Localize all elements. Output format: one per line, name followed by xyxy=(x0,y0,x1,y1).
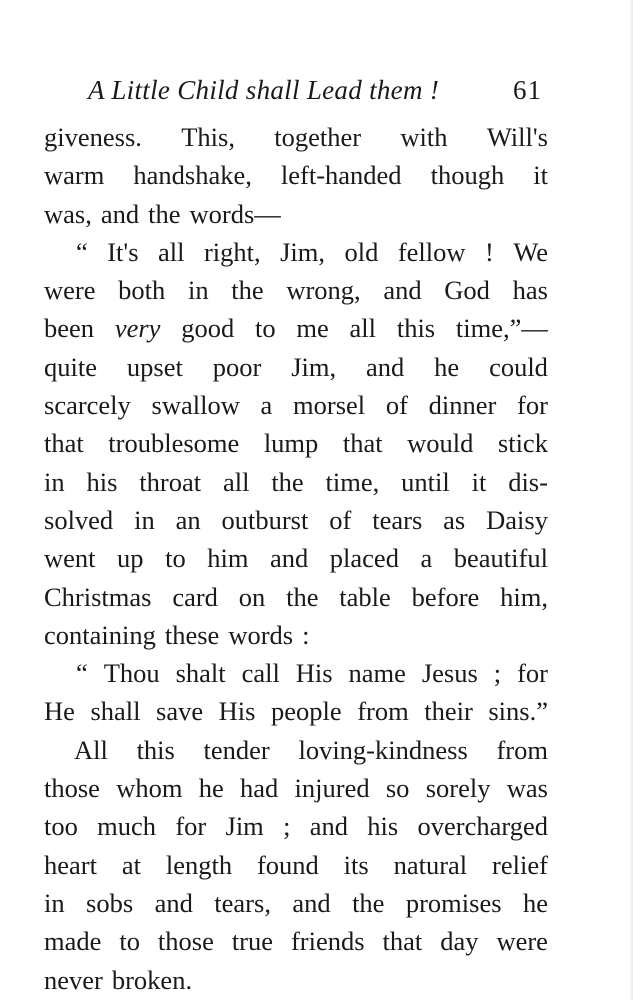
word: time, xyxy=(325,466,380,497)
word: Jim, xyxy=(280,236,326,267)
word: ; xyxy=(493,658,502,689)
word: from xyxy=(496,734,548,765)
text-line xyxy=(44,846,548,884)
word: in xyxy=(44,466,65,497)
word: outburst xyxy=(221,504,309,535)
word: he xyxy=(434,351,460,382)
word: were xyxy=(44,275,96,306)
word: giveness. xyxy=(44,122,142,152)
word: His xyxy=(295,658,333,689)
text-line xyxy=(44,961,548,999)
word: warm xyxy=(44,160,105,191)
word: tears xyxy=(372,504,423,535)
word: upset xyxy=(126,351,183,382)
word: wrong, xyxy=(286,275,361,306)
word: It's xyxy=(107,236,139,267)
word: all xyxy=(349,313,377,344)
word: he xyxy=(522,887,548,918)
text-line xyxy=(44,884,548,922)
word: that xyxy=(44,428,84,459)
page-number: 61 xyxy=(513,75,542,105)
word: “ xyxy=(76,658,88,689)
word: and xyxy=(383,275,422,306)
word: broken. xyxy=(111,964,193,995)
word: words xyxy=(228,619,294,650)
word: for xyxy=(517,390,548,421)
word: people xyxy=(271,696,342,727)
word: dis- xyxy=(508,466,548,497)
text-line xyxy=(44,578,548,616)
word: the xyxy=(286,581,319,612)
word: the xyxy=(231,275,264,306)
word: friends xyxy=(290,926,365,957)
word: sins.” xyxy=(488,696,548,727)
text-line xyxy=(44,501,548,539)
word: troublesome xyxy=(108,428,240,459)
word: old xyxy=(344,236,379,267)
word: as xyxy=(443,504,466,535)
word: could xyxy=(489,351,548,382)
word: those xyxy=(157,926,214,957)
word: His xyxy=(218,696,256,727)
word: All xyxy=(74,734,108,765)
word: with xyxy=(400,122,448,152)
word: handshake, xyxy=(133,160,252,191)
word: the xyxy=(352,887,385,918)
word: This, xyxy=(181,122,235,152)
word: swallow xyxy=(151,390,240,421)
word: throat xyxy=(139,466,202,497)
word: and xyxy=(366,351,405,382)
word: an xyxy=(175,504,201,535)
word: loving-kindness xyxy=(298,734,468,765)
text-line xyxy=(44,195,548,233)
word: call xyxy=(241,658,280,689)
word: on xyxy=(238,581,266,612)
word: shalt xyxy=(175,658,226,689)
word: quite xyxy=(44,351,97,382)
text-line xyxy=(44,731,548,769)
word: left-handed xyxy=(280,160,402,191)
word: placed xyxy=(329,543,399,574)
word: found xyxy=(256,849,319,880)
word: too xyxy=(44,811,78,842)
word: name xyxy=(348,658,406,689)
word: their xyxy=(424,696,473,727)
word: time,”— xyxy=(455,313,548,344)
word: before xyxy=(411,581,480,612)
word: save xyxy=(156,696,204,727)
word: these xyxy=(164,619,220,650)
word: card xyxy=(172,581,218,612)
word: Jim, xyxy=(291,351,337,382)
word: was, xyxy=(44,198,92,229)
running-head xyxy=(88,70,548,110)
word: Jesus xyxy=(421,658,478,689)
word: it xyxy=(533,160,548,191)
word: been xyxy=(44,313,95,344)
word: ! xyxy=(485,236,494,267)
word: shall xyxy=(90,696,141,727)
text-line xyxy=(44,156,548,194)
text-line xyxy=(44,386,548,424)
word: in xyxy=(44,887,65,918)
word: me xyxy=(296,313,329,344)
word: : xyxy=(302,619,310,650)
word: made xyxy=(44,926,102,957)
word: poor xyxy=(212,351,262,382)
word: and xyxy=(292,887,331,918)
word: all xyxy=(222,466,250,497)
word: stick xyxy=(497,428,548,459)
word: him, xyxy=(500,581,548,612)
word: We xyxy=(513,236,548,267)
word: to xyxy=(165,543,186,574)
word: in xyxy=(134,504,155,535)
word: went xyxy=(44,543,96,574)
word: morsel xyxy=(293,390,366,421)
body-text xyxy=(44,118,548,999)
word: that xyxy=(342,428,383,459)
text-line xyxy=(44,309,548,347)
word: of xyxy=(329,504,352,535)
text-line xyxy=(44,424,548,462)
word: good xyxy=(181,313,235,344)
word: God xyxy=(444,275,490,306)
word: never xyxy=(44,964,103,995)
word: tender xyxy=(203,734,270,765)
word: much xyxy=(97,811,157,842)
word: length xyxy=(165,849,233,880)
page-edge-shadow xyxy=(629,0,633,1000)
word: from xyxy=(357,696,409,727)
text-line xyxy=(44,692,548,730)
word: would xyxy=(407,428,474,459)
word: of xyxy=(385,390,408,421)
word: day xyxy=(440,926,479,957)
word: in xyxy=(187,275,209,306)
text-line xyxy=(44,271,548,309)
word: all xyxy=(157,236,185,267)
word: solved xyxy=(44,504,114,535)
text-line xyxy=(44,348,548,386)
word: table xyxy=(339,581,391,612)
word: were xyxy=(496,926,548,957)
word: containing xyxy=(44,619,156,650)
word: heart xyxy=(44,849,97,880)
word: and xyxy=(270,543,309,574)
emphasized-word: very xyxy=(114,313,161,344)
word: and xyxy=(100,198,140,229)
word: scarcely xyxy=(44,390,131,421)
word: though xyxy=(430,160,505,191)
word: Christmas xyxy=(44,581,152,612)
word: “ xyxy=(76,236,88,267)
text-line xyxy=(44,539,548,577)
word: those xyxy=(44,773,100,804)
word: whom xyxy=(116,773,183,804)
text-line xyxy=(44,654,548,692)
word: right, xyxy=(203,236,261,267)
word: ; xyxy=(283,811,291,842)
running-title: A Little Child shall Lead them ! xyxy=(88,75,440,105)
word: He xyxy=(44,696,75,727)
word: promises xyxy=(405,887,502,918)
word: at xyxy=(121,849,141,880)
word: Will's xyxy=(486,122,548,152)
word: has xyxy=(512,275,548,306)
word: natural xyxy=(393,849,468,880)
word: him xyxy=(207,543,249,574)
word: Thou xyxy=(103,658,160,689)
word: for xyxy=(175,811,207,842)
word: overcharged xyxy=(417,811,548,842)
word: relief xyxy=(492,849,548,880)
word: tears, xyxy=(214,887,271,918)
word: this xyxy=(136,734,175,765)
word: together xyxy=(274,122,362,152)
word: Jim xyxy=(225,811,264,842)
word: beautiful xyxy=(453,543,548,574)
text-line xyxy=(44,769,548,807)
word: so xyxy=(385,773,410,804)
text-line xyxy=(44,118,548,156)
word: and xyxy=(154,887,193,918)
word: words— xyxy=(189,198,281,229)
word: his xyxy=(367,811,399,842)
text-line xyxy=(44,463,548,501)
word: a xyxy=(420,543,433,574)
word: both xyxy=(118,275,166,306)
text-line xyxy=(44,616,548,654)
word xyxy=(115,309,161,347)
word: and xyxy=(309,811,348,842)
word: to xyxy=(254,313,276,344)
word: this xyxy=(396,313,436,344)
word: that xyxy=(382,926,423,957)
word: up xyxy=(117,543,144,574)
word: Daisy xyxy=(486,504,548,535)
word: the xyxy=(271,466,304,497)
word: for xyxy=(517,658,548,689)
word: until xyxy=(401,466,450,497)
word: true xyxy=(231,926,274,957)
word: fellow xyxy=(397,236,466,267)
word: sobs xyxy=(86,887,134,918)
word: was xyxy=(506,773,548,804)
word: sorely xyxy=(425,773,491,804)
word: injured xyxy=(294,773,370,804)
word: to xyxy=(119,926,140,957)
word: its xyxy=(343,849,369,880)
word: lump xyxy=(263,428,319,459)
word: it xyxy=(471,466,487,497)
text-line xyxy=(44,233,548,271)
word: had xyxy=(240,773,279,804)
word: his xyxy=(86,466,118,497)
text-line xyxy=(44,807,548,845)
word: he xyxy=(198,773,224,804)
word: the xyxy=(148,198,181,229)
word: dinner xyxy=(428,390,497,421)
text-line xyxy=(44,922,548,960)
word: a xyxy=(260,390,273,421)
